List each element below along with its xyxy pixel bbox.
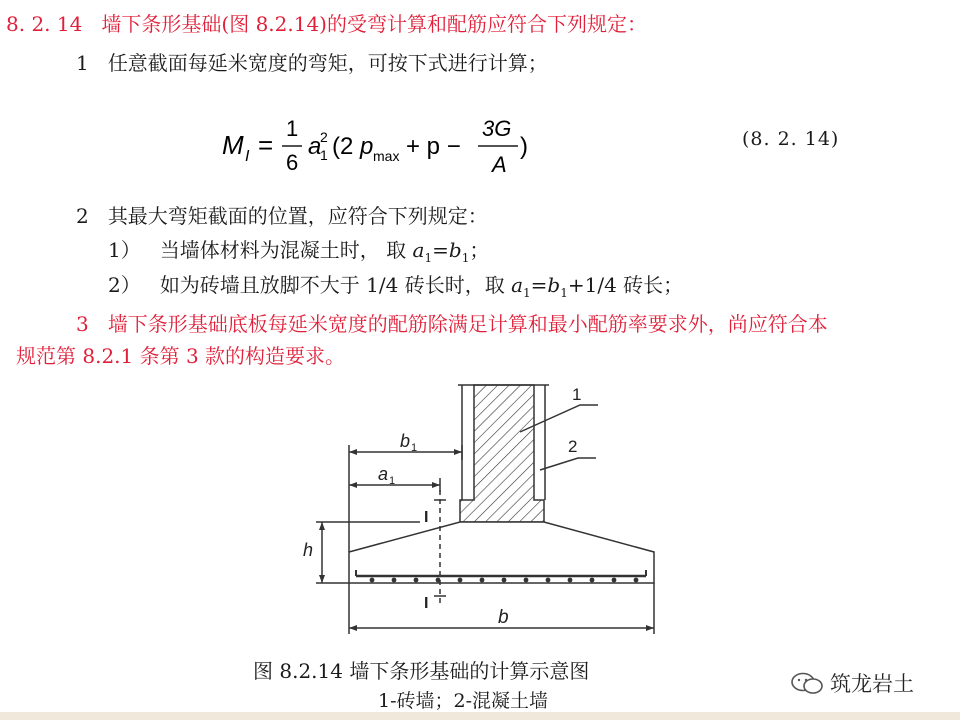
label-section-top: I [424,509,429,526]
leader-2 [540,458,596,470]
sub-2-a: a [511,273,524,297]
footing-slab [349,522,654,583]
formula-g-den: A [492,152,507,177]
sub-1-eq: = [432,238,449,262]
sub-1-b: b [448,238,462,262]
label-h: h [303,540,314,560]
formula-lhs: M [222,130,244,160]
bottom-strip [0,712,960,720]
formula-a-sub: 1 [320,147,328,163]
formula-frac-num: 1 [286,116,299,141]
formula-p: p [360,133,374,160]
sub-1-b-sub: 1 [461,251,470,265]
clause-title: 墙下条形基础(图 8.2.14)的受弯计算和配筋应符合下列规定： [101,12,647,36]
formula-plus-p: + p − [406,133,461,160]
clause-number: 8. 2. 14 [6,12,83,36]
label-1: 1 [572,385,582,404]
formula-equals: = [258,130,274,160]
formula-close: ) [520,133,528,160]
wechat-icon [790,672,824,694]
sub-1-a-sub: 1 [424,251,433,265]
item-1-text: 任意截面每延米宽度的弯矩，可按下式进行计算； [107,51,548,75]
sub-2-number: 2） [108,273,141,297]
item-3-text-1: 墙下条形基础底板每延米宽度的配筋除满足计算和最小配筋率要求外，尚应符合本 [107,312,828,336]
item-3-number: 3 [76,312,89,336]
formula-lhs-sub: I [245,148,250,165]
label-a1: a [378,464,389,484]
equation-number: (8. 2. 14) [742,128,840,150]
sub-2-end: +1/4 砖长； [567,273,684,297]
label-section-bottom: I [424,595,429,612]
sub-2-b: b [547,273,561,297]
sub-1-number: 1） [108,238,141,262]
watermark-text: 筑龙岩土 [830,672,914,696]
sub-2-text: 如为砖墙且放脚不大于 1/4 砖长时，取 [159,273,505,297]
label-2: 2 [568,437,578,456]
formula-middle: (2 [332,133,354,160]
brick-wall [460,385,544,522]
item-2-number: 2 [76,204,89,228]
sub-2-eq: = [530,273,548,297]
label-b1-sub: 1 [411,442,418,454]
formula-a: a [308,133,322,160]
figure-caption: 图 8.2.14 墙下条形基础的计算示意图 [253,659,590,683]
sub-1-a: a [412,238,425,262]
item-3-line-2: 规范第 8.2.1 条第 3 款的构造要求。 [16,344,346,368]
figure-subcaption: 1-砖墙；2-混凝土墙 [378,690,549,712]
formula-g-num: 3G [482,116,512,141]
item-1-number: 1 [76,51,89,75]
item-2-text: 其最大弯矩截面的位置，应符合下列规定： [107,204,488,228]
sub-1-text: 当墙体材料为混凝土时， 取 [159,238,407,262]
label-b: b [498,607,509,628]
formula-frac-den: 6 [286,150,299,175]
formula-p-sub: max [373,148,400,164]
label-b1: b [400,431,411,451]
label-a1-sub: 1 [389,475,396,487]
sub-1-end: ； [469,238,490,262]
watermark [790,668,914,698]
sub-2-a-sub: 1 [523,286,531,300]
sub-2-b-sub: 1 [560,286,568,300]
formula-a-sup: 2 [320,129,328,145]
